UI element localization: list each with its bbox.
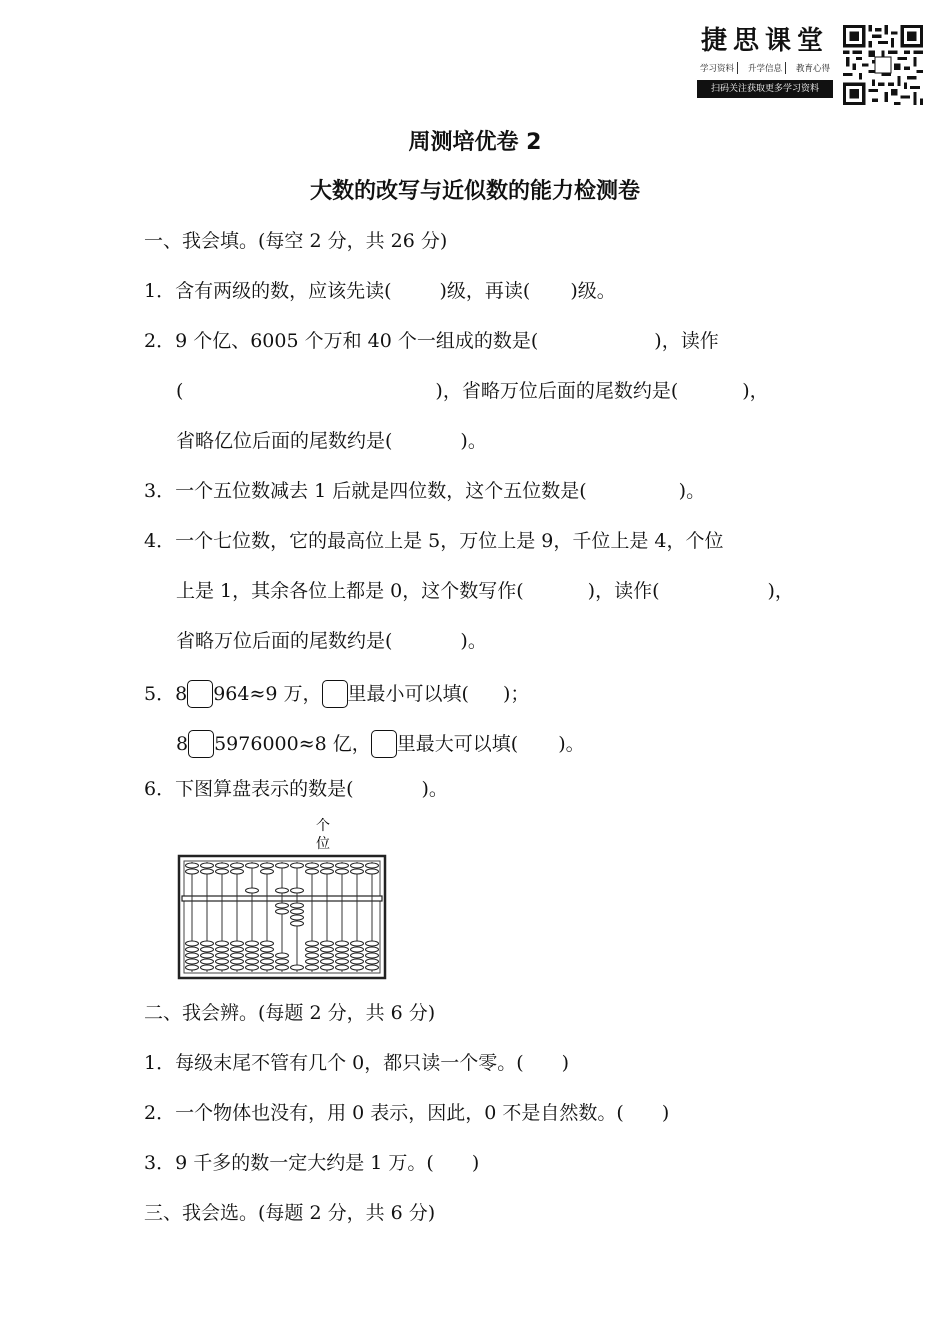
abacus-bead: [216, 953, 229, 958]
question-1-1: [144, 278, 616, 304]
abacus-bead: [186, 959, 199, 964]
question-text: 省略亿位后面的尾数约是(: [176, 430, 393, 452]
abacus-bead: [351, 869, 364, 874]
brand-banner: 扫码关注获取更多学习资料: [697, 80, 833, 98]
abacus-bead: [351, 953, 364, 958]
brand-tags: [697, 62, 833, 74]
abacus-bead: [246, 959, 259, 964]
qr-code-icon[interactable]: [843, 25, 923, 105]
question-text: )，省略万位后面的尾数约是(: [435, 380, 679, 402]
abacus-bead: [276, 965, 289, 970]
digit-box[interactable]: [188, 730, 214, 758]
question-1-5: [144, 680, 529, 708]
question-text: 3．9 千多的数一定大约是 1 万。(: [144, 1152, 434, 1174]
abacus-bead: [201, 965, 214, 970]
abacus-bead: [231, 869, 244, 874]
question-text: (: [176, 380, 184, 402]
question-1-3: [144, 478, 705, 504]
question-text: ): [561, 1052, 570, 1074]
abacus-bead: [201, 953, 214, 958]
abacus-bead: [336, 863, 349, 868]
abacus-bead: [306, 863, 319, 868]
question-text: )，: [742, 380, 769, 402]
question-text: )；: [502, 683, 530, 705]
abacus-bead: [186, 863, 199, 868]
abacus-bead: [366, 863, 379, 868]
abacus-bead: [351, 863, 364, 868]
abacus-bead: [291, 863, 304, 868]
abacus-bead: [231, 947, 244, 952]
abacus-bead: [186, 869, 199, 874]
question-text: )。: [678, 480, 706, 502]
abacus-bead: [186, 941, 199, 946]
abacus-bead: [246, 965, 259, 970]
question-text: 5．8: [144, 683, 188, 705]
abacus-bead: [261, 863, 274, 868]
question-1-4: [144, 528, 723, 554]
abacus-bead: [366, 947, 379, 952]
abacus-bead: [231, 863, 244, 868]
abacus-bead: [276, 888, 289, 893]
abacus-label-ge: 个: [316, 818, 330, 834]
abacus-bead: [216, 965, 229, 970]
question-1-4-cont: [176, 578, 794, 604]
abacus-bead: [321, 953, 334, 958]
abacus-bead: [351, 947, 364, 952]
question-text: 2．一个物体也没有，用 0 表示，因此，0 不是自然数。(: [144, 1102, 624, 1124]
question-1-2: [144, 328, 719, 354]
section-1-heading: 一、我会填。(每空 2 分，共 26 分): [144, 230, 448, 252]
question-text: )。: [558, 733, 585, 755]
abacus-bead: [321, 947, 334, 952]
abacus-bead: [321, 863, 334, 868]
abacus-bead: [336, 953, 349, 958]
question-text: 964≈9 万，: [213, 683, 322, 705]
abacus-bead: [186, 965, 199, 970]
abacus-bead: [201, 869, 214, 874]
abacus-bead: [186, 947, 199, 952]
abacus-bead: [276, 903, 289, 908]
abacus-bead: [261, 965, 274, 970]
abacus-bead: [276, 959, 289, 964]
brand-title: 捷思课堂: [700, 26, 829, 56]
question-text: 5976000≈8 亿，: [214, 733, 371, 755]
abacus-bead: [276, 863, 289, 868]
question-2-2: [144, 1100, 669, 1126]
paper-title: 周测培优卷 2: [408, 130, 542, 155]
abacus-bead: [366, 965, 379, 970]
abacus-bead: [231, 953, 244, 958]
question-text: )。: [460, 630, 487, 652]
abacus-bead: [291, 909, 304, 914]
abacus-bead: [291, 903, 304, 908]
abacus-bead: [321, 869, 334, 874]
question-text: 1．含有两级的数，应该先读(: [144, 280, 392, 302]
digit-box-reference: [322, 680, 348, 708]
abacus-bead: [291, 965, 304, 970]
abacus-bead: [306, 959, 319, 964]
abacus-bead: [291, 888, 304, 893]
question-text: )级，再读(: [439, 280, 531, 302]
abacus-bead: [216, 947, 229, 952]
section-3-heading: 三、我会选。(每题 2 分，共 6 分): [144, 1202, 436, 1224]
abacus-bead: [201, 947, 214, 952]
abacus-bead: [261, 959, 274, 964]
abacus-bead: [216, 941, 229, 946]
abacus-bead: [366, 941, 379, 946]
abacus-bead: [351, 959, 364, 964]
abacus-bead: [231, 941, 244, 946]
abacus-bead: [261, 869, 274, 874]
abacus-bead: [336, 959, 349, 964]
abacus-bead: [291, 915, 304, 920]
abacus-bead: [336, 947, 349, 952]
question-text: )，: [767, 580, 794, 602]
abacus-bead: [246, 863, 259, 868]
question-1-5-cont: [176, 730, 585, 758]
abacus-bead: [246, 941, 259, 946]
question-text: 里最小可以填(: [347, 683, 469, 705]
abacus-bead: [351, 965, 364, 970]
digit-box[interactable]: [187, 680, 213, 708]
abacus-bead: [291, 921, 304, 926]
digit-box-reference: [371, 730, 397, 758]
paper-subtitle: 大数的改写与近似数的能力检测卷: [309, 179, 640, 204]
question-text: 1．每级末尾不管有几个 0，都只读一个零。(: [144, 1052, 524, 1074]
brand-block: [697, 24, 833, 98]
question-text: )。: [421, 778, 448, 800]
abacus-bead: [336, 869, 349, 874]
question-1-2-cont: [176, 378, 769, 404]
question-text: 3．一个五位数减去 1 后就是四位数，这个五位数是(: [144, 480, 587, 502]
abacus-bead: [261, 941, 274, 946]
abacus-bead: [201, 863, 214, 868]
abacus-bead: [231, 959, 244, 964]
abacus-bead: [201, 959, 214, 964]
abacus-bead: [261, 947, 274, 952]
abacus-bead: [246, 947, 259, 952]
question-1-2-cont2: [176, 428, 487, 454]
abacus-bead: [306, 953, 319, 958]
question-text: )。: [460, 430, 487, 452]
question-text: ): [661, 1102, 670, 1124]
abacus-bead: [246, 888, 259, 893]
abacus-bead: [306, 965, 319, 970]
abacus-figure: [175, 816, 387, 982]
abacus-bead: [366, 959, 379, 964]
question-text: 8: [176, 733, 189, 755]
question-text: )，读作(: [587, 580, 660, 602]
abacus-bead: [216, 869, 229, 874]
abacus-body: [179, 856, 385, 978]
question-text: 4．一个七位数，它的最高位上是 5，万位上是 9，千位上是 4，个位: [144, 530, 724, 552]
question-text: 里最大可以填(: [396, 733, 519, 755]
brand-tag: 升学信息: [745, 62, 786, 74]
abacus-bead: [366, 953, 379, 958]
abacus-bead: [336, 965, 349, 970]
question-2-3: [144, 1150, 479, 1176]
abacus-bead: [306, 947, 319, 952]
abacus-bead: [246, 953, 259, 958]
abacus-bead: [351, 941, 364, 946]
question-2-1: [144, 1050, 569, 1076]
question-text: 6．下图算盘表示的数是(: [144, 778, 354, 800]
section-2-heading: 二、我会辨。(每题 2 分，共 6 分): [144, 1002, 436, 1024]
question-text: )，读作: [654, 330, 719, 352]
abacus-bead: [306, 869, 319, 874]
question-text: ): [471, 1152, 480, 1174]
abacus-bead: [186, 953, 199, 958]
abacus-bead: [321, 959, 334, 964]
abacus-bead: [276, 909, 289, 914]
abacus-bead: [276, 953, 289, 958]
abacus-bead: [216, 863, 229, 868]
question-1-4-cont2: [176, 628, 487, 654]
abacus-bead: [216, 959, 229, 964]
abacus-bead: [261, 953, 274, 958]
question-text: 省略万位后面的尾数约是(: [176, 630, 393, 652]
abacus-bead: [336, 941, 349, 946]
question-text: )级。: [570, 280, 616, 302]
abacus-bead: [231, 965, 244, 970]
brand-tag: 学习资料: [697, 62, 738, 74]
question-text: 2．9 个亿、6005 个万和 40 个一组成的数是(: [144, 330, 539, 352]
abacus-bead: [321, 941, 334, 946]
abacus-bead: [306, 941, 319, 946]
abacus-bead: [321, 965, 334, 970]
abacus-bead: [201, 941, 214, 946]
abacus-label-wei: 位: [316, 836, 330, 852]
abacus-bead: [366, 869, 379, 874]
question-text: 上是 1，其余各位上都是 0，这个数写作(: [176, 580, 524, 602]
question-1-6: [144, 776, 448, 802]
brand-tag: 教育心得: [795, 64, 830, 74]
